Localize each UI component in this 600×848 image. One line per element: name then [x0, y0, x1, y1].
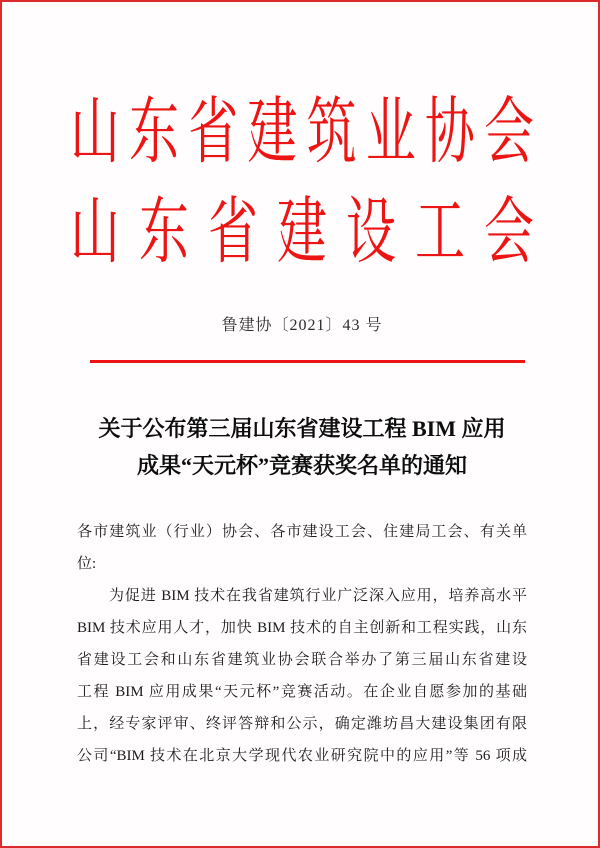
body-paragraph-line-6: 公司“BIM 技术在北京大学现代农业研究院中的应用”等 56 项成 [77, 748, 527, 764]
letterhead-org-line-1: 山东省建筑业协会 [70, 91, 534, 173]
document-title-line-2: 成果“天元杯”竞赛获奖名单的通知 [136, 453, 467, 478]
body-paragraph-line-3: 省建设工会和山东省建筑业协会联合举办了第三届山东省建设 [77, 652, 527, 668]
document-title-line-1: 关于公布第三届山东省建设工程 BIM 应用 [98, 416, 506, 441]
body-paragraph-line-4: 工程 BIM 应用成果“天元杯”竞赛活动。在企业自愿参加的基础 [77, 684, 527, 700]
body-paragraph-line-1: 为促进 BIM 技术在我省建筑行业广泛深入应用，培养高水平 [109, 588, 527, 604]
salutation-line-2: 位: [77, 556, 97, 572]
salutation-line-1: 各市建筑业（行业）协会、各市建设工会、住建局工会、有关单 [77, 524, 527, 540]
body-paragraph-line-5: 上，经专家评审、终评答辩和公示，确定潍坊昌大建设集团有限 [77, 716, 527, 732]
document-body [77, 516, 527, 772]
letterhead-org-line-2: 山东省建设工会 [70, 191, 534, 273]
document-number: 鲁建协〔2021〕43 号 [221, 317, 383, 334]
document-title [77, 410, 527, 484]
red-divider-line [90, 360, 525, 363]
body-paragraph-line-2: BIM 技术应用人才，加快 BIM 技术的自主创新和工程实践，山东 [77, 620, 527, 636]
